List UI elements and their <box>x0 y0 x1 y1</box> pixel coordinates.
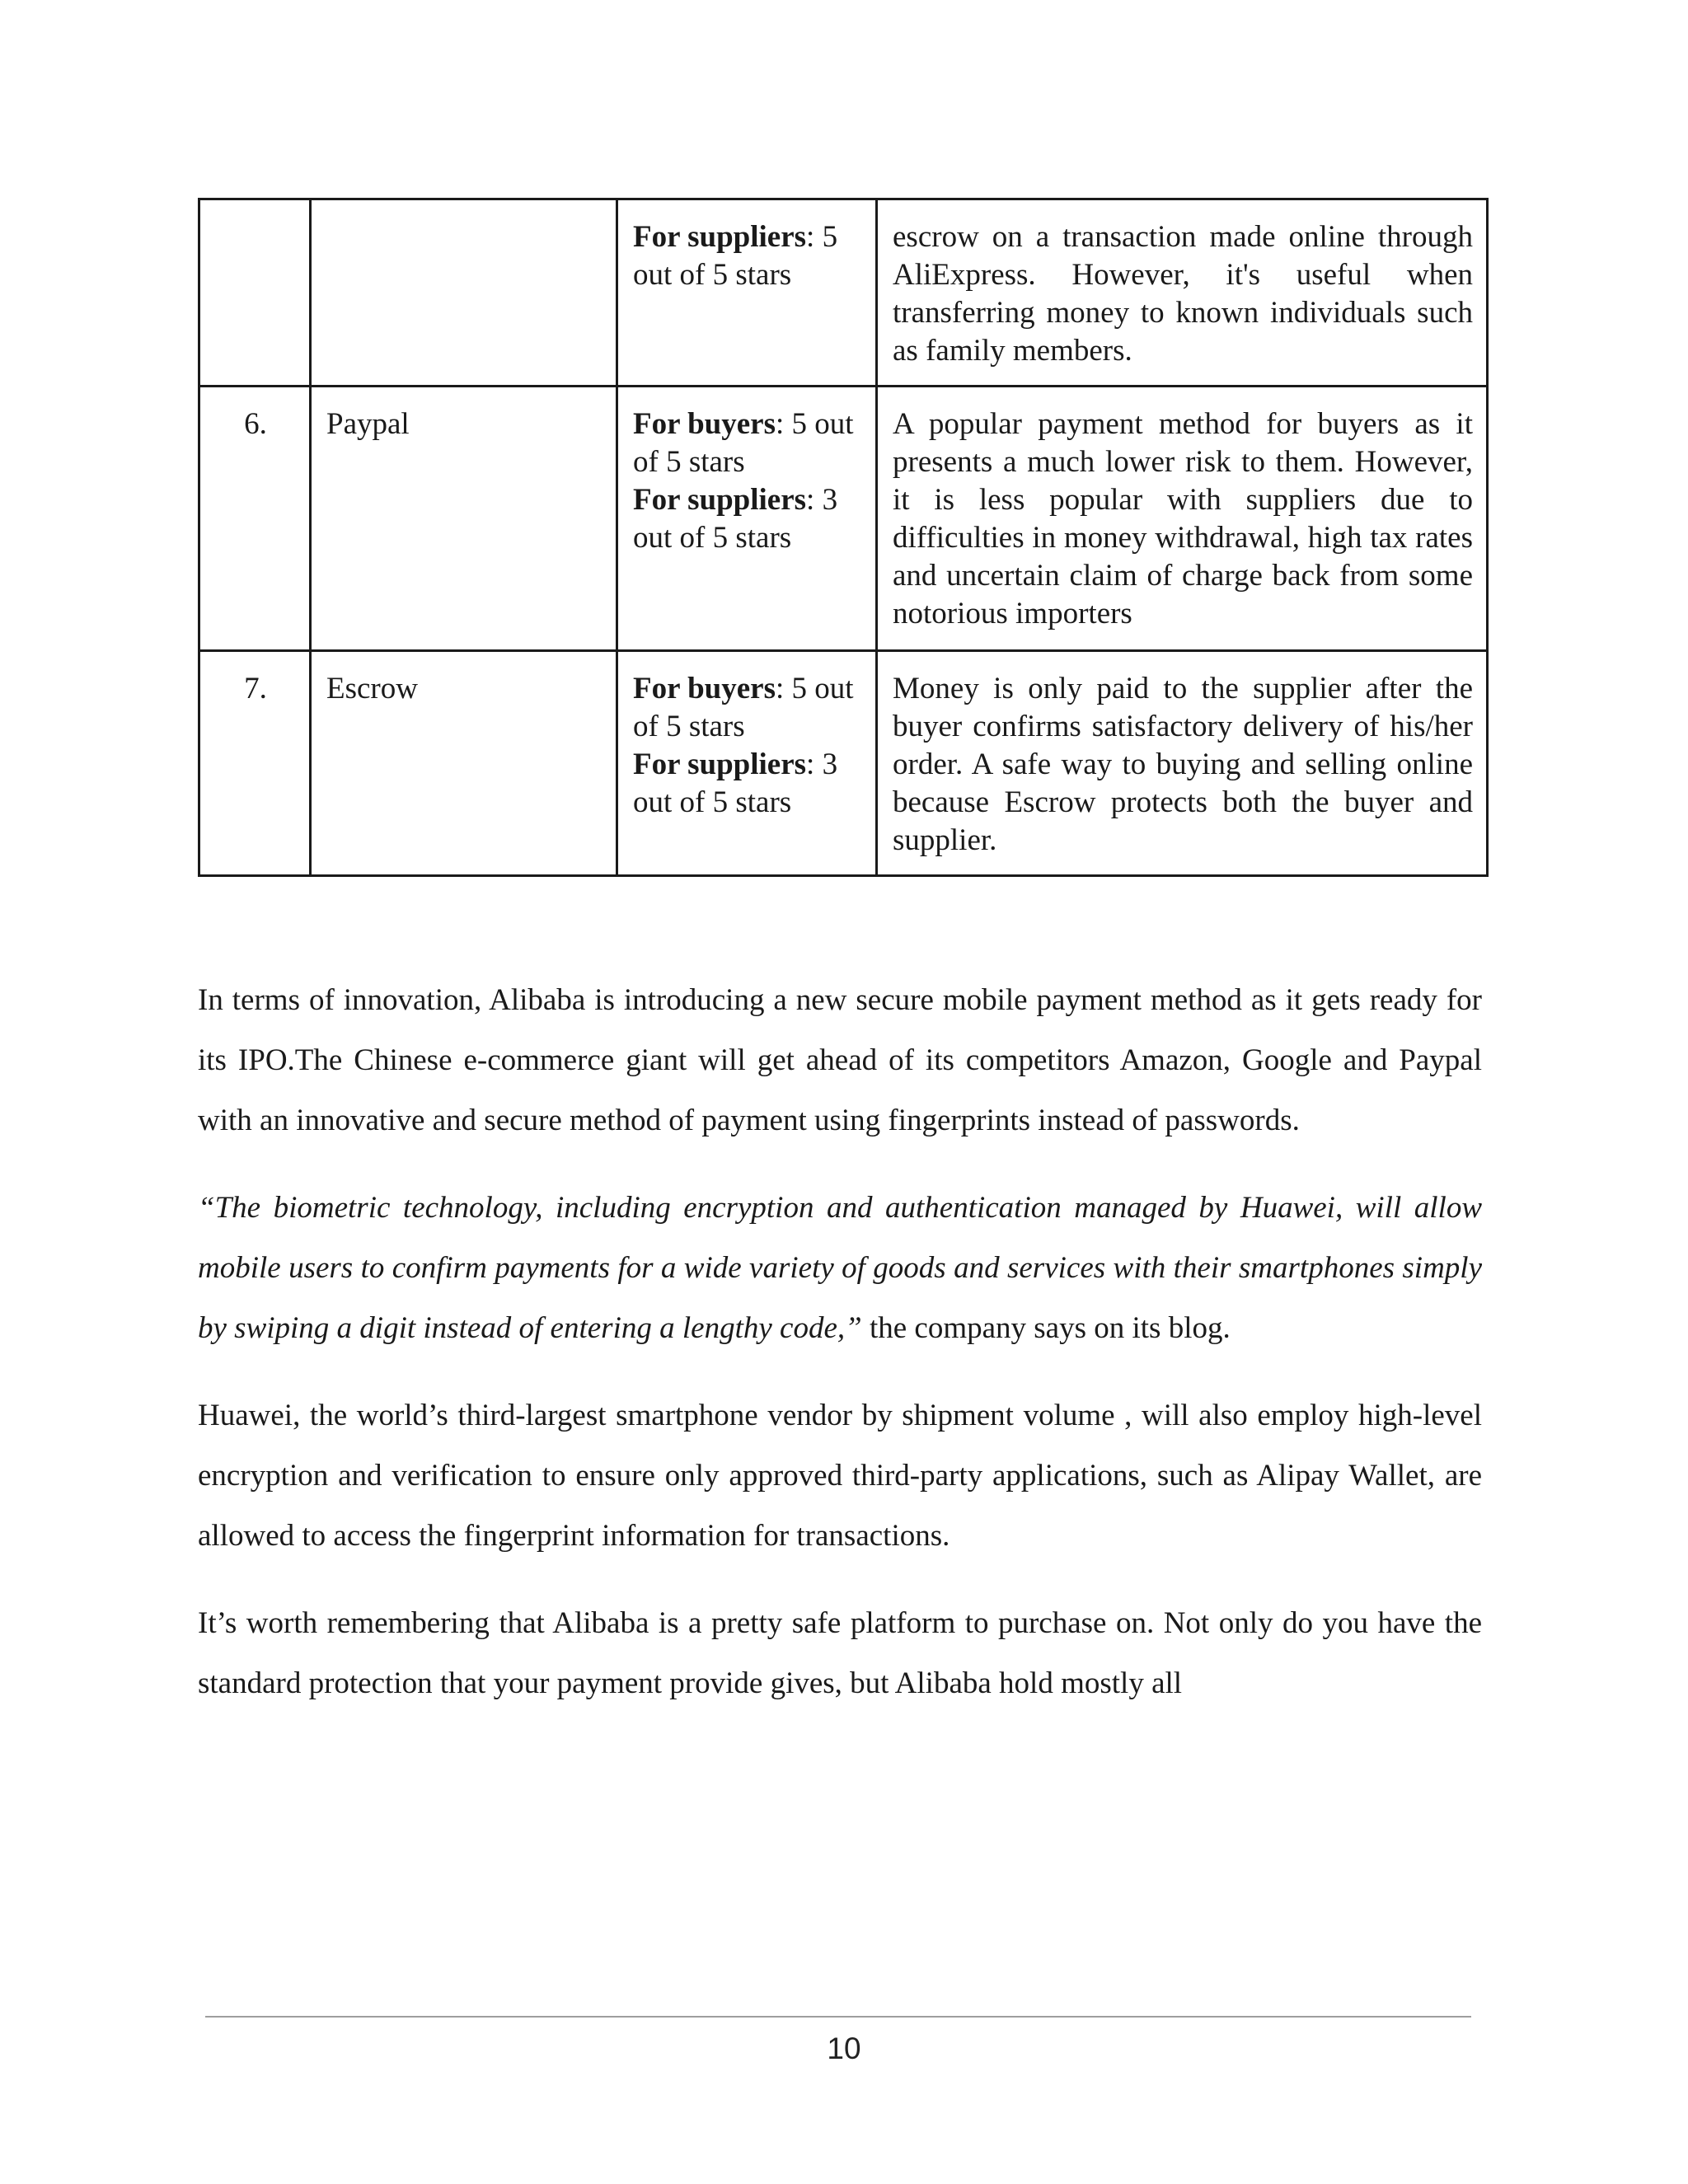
method-description: A popular payment method for buyers as it presents a much lower risk to them. However, it is less popular with suppliers due to difficulties in money withdrawal, high tax rates and uncertain claim of charge back from some notorious importers <box>877 387 1488 651</box>
rating-label: For buyers <box>633 407 776 441</box>
rating-label: For suppliers <box>633 220 807 254</box>
footer-divider <box>205 2016 1471 2018</box>
table-row <box>199 199 1488 387</box>
rating-value: : 5 out of 5 stars <box>633 407 854 479</box>
buyer-rating <box>633 405 862 481</box>
rating-value: : 3 out of 5 stars <box>633 483 838 555</box>
rating-cell <box>617 651 877 876</box>
rating-cell <box>617 199 877 387</box>
quoted-text: “The biometric technology, including encryption and authentication managed by Huawei, will allow mobile users to confirm payments for a wide variety of goods and services with their smartphones simply by swiping a digit instead of entering a lengthy code,” <box>198 1191 1482 1345</box>
rating-value: : 3 out of 5 stars <box>633 748 838 819</box>
rating-label: For suppliers <box>633 483 807 517</box>
supplier-rating <box>633 218 862 294</box>
quote-attribution: the company says on its blog. <box>861 1311 1231 1345</box>
payment-methods-table <box>198 198 1489 877</box>
method-description: escrow on a transaction made online through AliExpress. However, it's useful when transferring money to known individuals such as family members. <box>877 199 1488 387</box>
rating-label: For suppliers <box>633 748 807 781</box>
paragraph-huawei: Huawei, the world’s third-largest smartphone vendor by shipment volume , will also employ high-level encryption and verification to ensure only approved third-party applications, such as Alipay Wallet, are allowed to access the fingerprint information for transactions. <box>198 1399 1482 1553</box>
table-row <box>199 387 1488 651</box>
supplier-rating <box>633 746 862 822</box>
rating-label: For buyers <box>633 672 776 705</box>
payment-method-name: Escrow <box>311 651 617 876</box>
rating-value: : 5 out of 5 stars <box>633 672 854 743</box>
method-description: Money is only paid to the supplier after the buyer confirms satisfactory delivery of his/her order. A safe way to buying and selling online because Escrow protects both the buyer and supplier. <box>877 651 1488 876</box>
body-text <box>198 970 1482 1741</box>
rating-cell <box>617 387 877 651</box>
paragraph-innovation: In terms of innovation, Alibaba is introducing a new secure mobile payment method as it gets ready for its IPO.The Chinese e-commerce giant will get ahead of its competitors Amazon, Google and Paypal with an innovative and secure method of payment using fingerprints instead of passwords. <box>198 983 1482 1137</box>
table-row <box>199 651 1488 876</box>
page-number: 10 <box>827 2032 861 2065</box>
buyer-rating <box>633 670 862 746</box>
payment-method-name: Paypal <box>311 387 617 651</box>
row-number <box>199 199 311 387</box>
paragraph-safety: It’s worth remembering that Alibaba is a pretty safe platform to purchase on. Not only do you have the standard protection that your payment provide gives, but Alibaba hold mostly all <box>198 1606 1482 1700</box>
rating-value: : 5 out of 5 stars <box>633 220 838 292</box>
row-number: 6. <box>199 387 311 651</box>
supplier-rating <box>633 481 862 557</box>
paragraph-quote <box>198 1178 1482 1358</box>
row-number: 7. <box>199 651 311 876</box>
payment-method-name <box>311 199 617 387</box>
